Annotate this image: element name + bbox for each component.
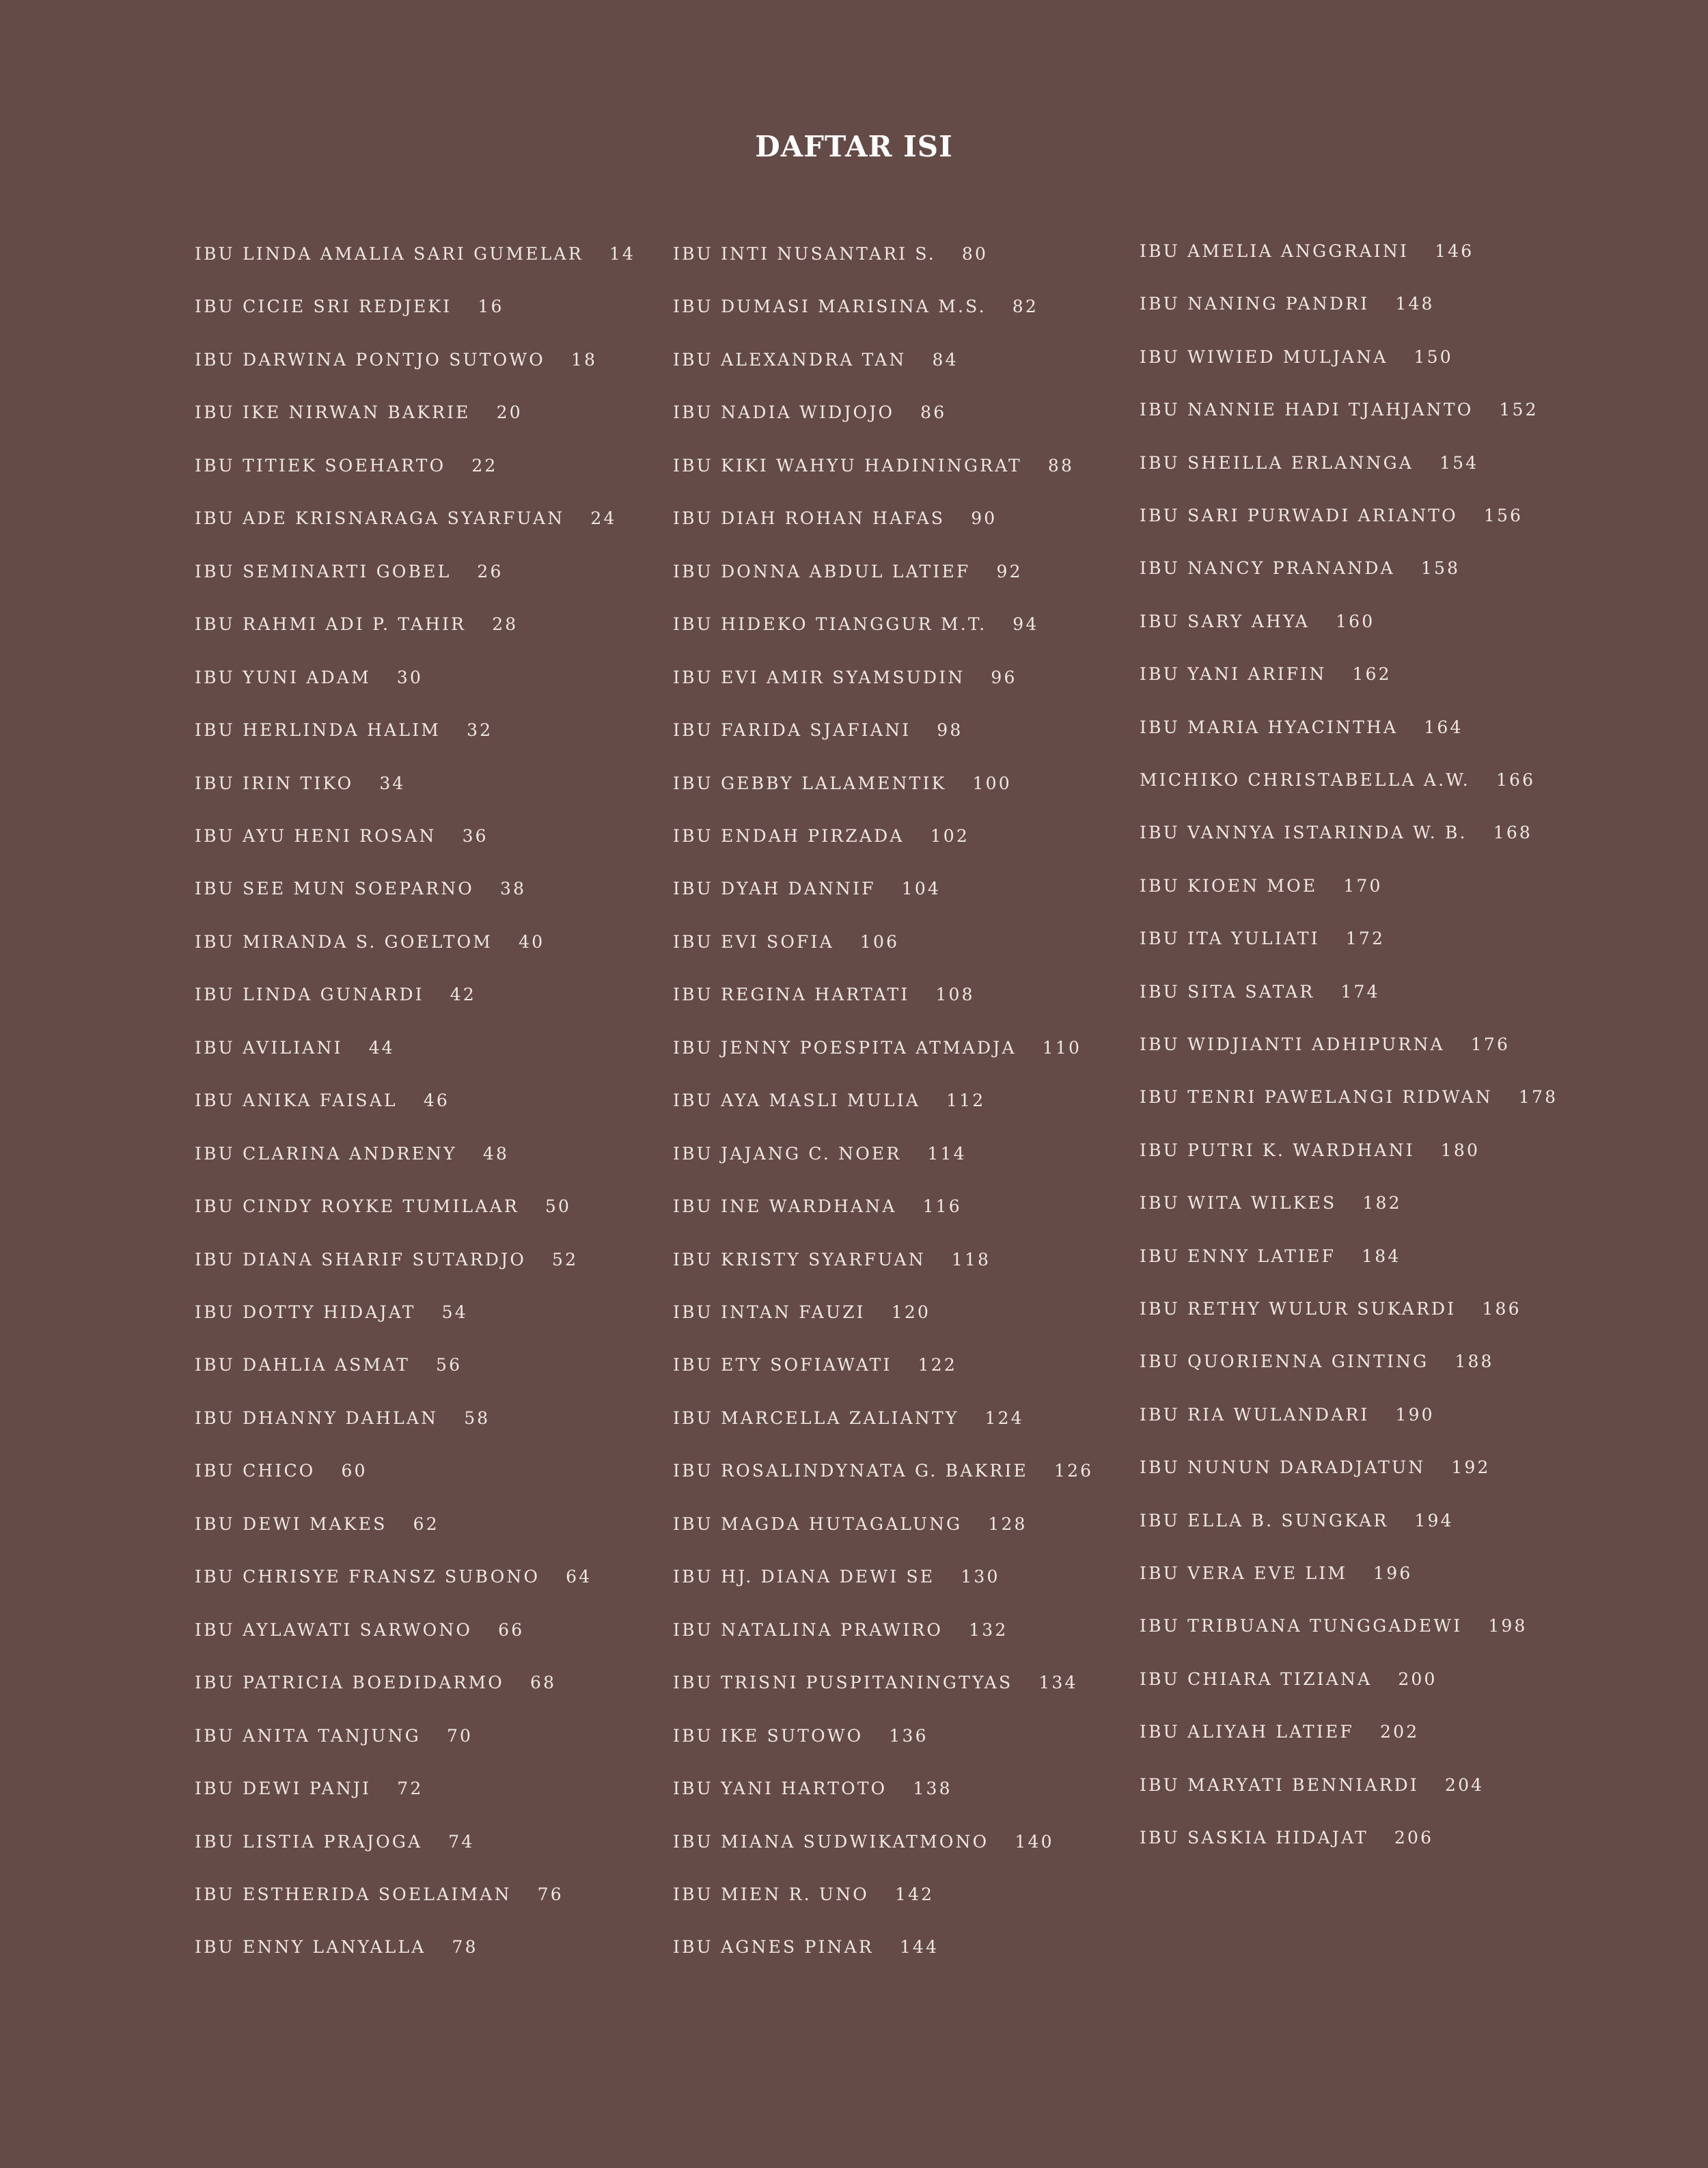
toc-entry-name: IBU YANI ARIFIN bbox=[1140, 664, 1327, 684]
toc-entry-name: IBU YANI HARTOTO bbox=[673, 1779, 887, 1798]
toc-entry[interactable] bbox=[673, 611, 1038, 638]
toc-entry-page-number: 118 bbox=[951, 1250, 991, 1270]
toc-entry[interactable] bbox=[195, 1299, 468, 1326]
toc-entry-name: IBU SARI PURWADI ARIANTO bbox=[1140, 506, 1458, 525]
toc-entry[interactable] bbox=[673, 1034, 1082, 1062]
toc-entry[interactable] bbox=[673, 770, 1012, 797]
toc-entry-page-number: 122 bbox=[918, 1355, 957, 1375]
toc-entry-page-number: 140 bbox=[1015, 1832, 1054, 1852]
toc-entry-name: IBU VERA EVE LIM bbox=[1140, 1563, 1348, 1583]
page-title: DAFTAR ISI bbox=[755, 130, 953, 163]
toc-entry-page-number: 86 bbox=[920, 402, 947, 422]
toc-entry[interactable] bbox=[673, 346, 959, 374]
toc-entry-page-number: 132 bbox=[969, 1620, 1008, 1640]
toc-entry-page-number: 68 bbox=[529, 1673, 557, 1692]
toc-entry-name: IBU ALEXANDRA TAN bbox=[673, 350, 907, 370]
toc-entry[interactable] bbox=[673, 1617, 1008, 1644]
toc-entry[interactable] bbox=[1140, 555, 1460, 582]
toc-entry-name: IBU GEBBY LALAMENTIK bbox=[673, 773, 947, 793]
toc-entry[interactable] bbox=[673, 558, 1023, 586]
toc-entry[interactable] bbox=[195, 875, 526, 903]
toc-entry-name: IBU WITA WILKES bbox=[1140, 1193, 1337, 1213]
toc-entry[interactable] bbox=[1140, 608, 1375, 635]
toc-entry-name: IBU KRISTY SYARFUAN bbox=[673, 1250, 926, 1270]
toc-entry[interactable] bbox=[1140, 1084, 1558, 1111]
toc-entry[interactable] bbox=[673, 1140, 967, 1168]
toc-entry[interactable] bbox=[1140, 344, 1453, 371]
toc-entry[interactable] bbox=[195, 1828, 474, 1856]
toc-entry-name: IBU MIEN R. UNO bbox=[673, 1884, 869, 1904]
toc-entry[interactable] bbox=[195, 293, 504, 320]
toc-entry-page-number: 172 bbox=[1345, 929, 1386, 948]
toc-entry-page-number: 188 bbox=[1455, 1351, 1494, 1371]
toc-entry[interactable] bbox=[195, 1934, 478, 1961]
toc-entry[interactable] bbox=[673, 1246, 991, 1274]
toc-entry-name: IBU LINDA AMALIA SARI GUMELAR bbox=[195, 244, 583, 264]
toc-entry[interactable] bbox=[195, 1405, 490, 1432]
toc-entry[interactable] bbox=[673, 241, 988, 268]
toc-entry-page-number: 112 bbox=[946, 1090, 986, 1110]
toc-entry-name: IBU DHANNY DAHLAN bbox=[195, 1408, 439, 1428]
toc-entry[interactable] bbox=[1140, 1613, 1528, 1640]
toc-entry[interactable] bbox=[1140, 978, 1380, 1006]
toc-entry-name: IBU WIDJIANTI ADHIPURNA bbox=[1140, 1034, 1445, 1054]
toc-entry-name: IBU AYU HENI ROSAN bbox=[195, 826, 437, 846]
toc-entry-page-number: 178 bbox=[1518, 1087, 1558, 1107]
toc-entry[interactable] bbox=[1140, 1718, 1419, 1746]
toc-entry[interactable] bbox=[1140, 1190, 1402, 1217]
toc-entry[interactable] bbox=[1140, 1243, 1401, 1270]
toc-entry-name: IBU CHIARA TIZIANA bbox=[1140, 1669, 1373, 1689]
toc-entry[interactable] bbox=[673, 1881, 934, 1908]
toc-entry-name: IBU SASKIA HIDAJAT bbox=[1140, 1828, 1368, 1848]
toc-entry-name: IBU DUMASI MARISINA M.S. bbox=[673, 297, 987, 316]
toc-entry-name: IBU EVI SOFIA bbox=[673, 932, 834, 952]
toc-entry[interactable] bbox=[673, 1299, 931, 1326]
toc-entry-name: IBU AYLAWATI SARWONO bbox=[195, 1620, 473, 1640]
toc-entry-name: IBU ADE KRISNARAGA SYARFUAN bbox=[195, 508, 565, 528]
toc-entry[interactable] bbox=[195, 1881, 564, 1908]
toc-entry-name: IBU ENDAH PIRZADA bbox=[673, 826, 905, 846]
toc-entry-name: IBU ESTHERIDA SOELAIMAN bbox=[195, 1884, 512, 1904]
toc-entry-name: IBU CLARINA ANDRENY bbox=[195, 1144, 457, 1164]
toc-entry-page-number: 166 bbox=[1496, 770, 1536, 790]
toc-entry[interactable] bbox=[195, 1723, 473, 1750]
toc-entry-page-number: 148 bbox=[1395, 294, 1435, 314]
toc-entry-page-number: 46 bbox=[423, 1090, 450, 1110]
toc-entry-name: IBU NUNUN DARADJATUN bbox=[1140, 1457, 1426, 1477]
toc-entry-page-number: 32 bbox=[467, 720, 493, 740]
toc-entry-page-number: 108 bbox=[935, 985, 975, 1004]
toc-entry[interactable] bbox=[673, 664, 1017, 691]
toc-entry-name: IBU AMELIA ANGGRAINI bbox=[1140, 241, 1409, 261]
toc-entry-page-number: 14 bbox=[609, 244, 636, 264]
toc-entry[interactable] bbox=[1140, 1295, 1521, 1323]
toc-entry-page-number: 100 bbox=[972, 773, 1012, 793]
toc-entry[interactable] bbox=[195, 241, 635, 268]
toc-entry[interactable] bbox=[673, 1669, 1078, 1697]
toc-entry-page-number: 194 bbox=[1414, 1511, 1454, 1531]
toc-entry[interactable] bbox=[195, 1351, 462, 1379]
toc-entry-name: IBU AGNES PINAR bbox=[673, 1937, 874, 1957]
toc-entry[interactable] bbox=[195, 981, 476, 1008]
toc-entry-name: IBU ITA YULIATI bbox=[1140, 929, 1320, 948]
toc-entry-name: IBU ENNY LATIEF bbox=[1140, 1246, 1336, 1266]
toc-entry-page-number: 54 bbox=[441, 1302, 468, 1322]
toc-entry-page-number: 34 bbox=[379, 773, 406, 793]
toc-entry[interactable] bbox=[1140, 767, 1535, 794]
toc-entry[interactable] bbox=[673, 1723, 928, 1750]
toc-entry[interactable] bbox=[1140, 661, 1392, 688]
toc-entry-page-number: 40 bbox=[519, 932, 545, 952]
toc-entry-page-number: 156 bbox=[1483, 506, 1524, 525]
toc-entry-page-number: 160 bbox=[1336, 612, 1375, 631]
toc-entry-page-number: 110 bbox=[1042, 1038, 1082, 1058]
toc-entry[interactable] bbox=[195, 1669, 556, 1697]
toc-entry-name: IBU SARY AHYA bbox=[1140, 612, 1310, 631]
toc-entry-page-number: 198 bbox=[1488, 1616, 1528, 1636]
toc-entry-page-number: 64 bbox=[566, 1567, 592, 1587]
toc-entry-name: IBU SEMINARTI GOBEL bbox=[195, 562, 452, 581]
toc-entry[interactable] bbox=[195, 1617, 524, 1644]
toc-entry-page-number: 202 bbox=[1380, 1722, 1420, 1742]
toc-entry-page-number: 82 bbox=[1012, 297, 1038, 316]
toc-entry-name: IBU ETY SOFIAWATI bbox=[673, 1355, 892, 1375]
toc-entry-name: IBU LINDA GUNARDI bbox=[195, 985, 424, 1004]
toc-entry-name: IBU EVI AMIR SYAMSUDIN bbox=[673, 668, 965, 687]
toc-entry-name: IBU CHRISYE FRANSZ SUBONO bbox=[195, 1567, 540, 1587]
toc-entry-page-number: 36 bbox=[462, 826, 488, 846]
toc-entry-page-number: 60 bbox=[341, 1461, 368, 1481]
toc-entry-name: IBU DOTTY HIDAJAT bbox=[195, 1302, 416, 1322]
toc-entry-page-number: 192 bbox=[1451, 1457, 1491, 1477]
toc-entry[interactable] bbox=[195, 611, 518, 638]
toc-entry-name: IBU RIA WULANDARI bbox=[1140, 1405, 1370, 1425]
toc-entry-page-number: 88 bbox=[1047, 456, 1075, 476]
toc-entry[interactable] bbox=[673, 981, 975, 1008]
toc-entry-page-number: 24 bbox=[590, 508, 617, 528]
toc-entry-page-number: 28 bbox=[492, 614, 519, 634]
toc-entry-name: IBU TENRI PAWELANGI RIDWAN bbox=[1140, 1087, 1493, 1107]
toc-entry[interactable] bbox=[195, 1246, 578, 1274]
toc-entry-page-number: 138 bbox=[913, 1779, 952, 1798]
toc-entry-name: IBU DEWI MAKES bbox=[195, 1514, 387, 1534]
toc-entry[interactable] bbox=[673, 293, 1038, 320]
toc-entry-name: IBU TRIBUANA TUNGGADEWI bbox=[1140, 1616, 1463, 1636]
toc-entry-page-number: 174 bbox=[1340, 982, 1380, 1002]
toc-entry-name: IBU RAHMI ADI P. TAHIR bbox=[195, 614, 467, 634]
toc-entry-page-number: 144 bbox=[899, 1937, 939, 1957]
toc-entry-page-number: 170 bbox=[1343, 876, 1383, 896]
toc-entry-name: IBU ELLA B. SUNGKAR bbox=[1140, 1511, 1389, 1531]
toc-entry-name: IBU MIRANDA S. GOELTOM bbox=[195, 932, 493, 952]
toc-entry-name: IBU DIAH ROHAN HAFAS bbox=[673, 508, 946, 528]
toc-entry-name: IBU INTAN FAUZI bbox=[673, 1302, 866, 1322]
toc-entry-page-number: 92 bbox=[996, 562, 1023, 581]
toc-entry[interactable] bbox=[1140, 1666, 1437, 1693]
toc-entry[interactable] bbox=[195, 1087, 450, 1114]
toc-entry[interactable] bbox=[673, 1087, 985, 1114]
toc-entry-name: IBU JENNY POESPITA ATMADJA bbox=[673, 1038, 1017, 1058]
toc-entry-page-number: 102 bbox=[930, 826, 970, 846]
toc-entry-page-number: 38 bbox=[499, 879, 527, 898]
toc-entry[interactable] bbox=[1140, 1348, 1494, 1375]
toc-entry-name: IBU ANIKA FAISAL bbox=[195, 1090, 398, 1110]
toc-entry[interactable] bbox=[195, 346, 597, 374]
toc-entry-name: IBU NANING PANDRI bbox=[1140, 294, 1370, 314]
toc-entry-name: IBU DARWINA PONTJO SUTOWO bbox=[195, 350, 545, 370]
toc-entry-page-number: 130 bbox=[961, 1567, 1000, 1587]
toc-entry-page-number: 20 bbox=[496, 402, 523, 422]
toc-entry[interactable] bbox=[673, 1934, 939, 1961]
toc-entry[interactable] bbox=[673, 452, 1074, 480]
toc-entry[interactable] bbox=[195, 1775, 423, 1802]
toc-entry-name: IBU DEWI PANJI bbox=[195, 1779, 372, 1798]
toc-entry[interactable] bbox=[195, 929, 545, 956]
toc-entry[interactable] bbox=[1140, 714, 1463, 741]
toc-entry-name: IBU DIANA SHARIF SUTARDJO bbox=[195, 1250, 527, 1270]
toc-entry-page-number: 42 bbox=[450, 985, 476, 1004]
toc-entry[interactable] bbox=[195, 399, 523, 426]
toc-entry-page-number: 150 bbox=[1414, 347, 1453, 367]
toc-entry[interactable] bbox=[195, 1034, 395, 1062]
toc-entry-page-number: 76 bbox=[537, 1884, 564, 1904]
toc-entry-page-number: 56 bbox=[435, 1355, 463, 1375]
toc-entry-page-number: 204 bbox=[1444, 1775, 1485, 1795]
toc-entry[interactable] bbox=[195, 1457, 368, 1485]
toc-entry-page-number: 72 bbox=[397, 1779, 424, 1798]
toc-entry-page-number: 16 bbox=[478, 297, 504, 316]
toc-entry[interactable] bbox=[195, 717, 493, 744]
toc-entry-name: IBU MARCELLA ZALIANTY bbox=[673, 1408, 959, 1428]
toc-entry-page-number: 44 bbox=[368, 1038, 395, 1058]
toc-entry-page-number: 48 bbox=[482, 1144, 510, 1164]
toc-entry-name: IBU TITIEK SOEHARTO bbox=[195, 456, 446, 476]
toc-entry[interactable] bbox=[673, 1193, 962, 1220]
toc-entry-page-number: 114 bbox=[927, 1144, 967, 1164]
toc-entry[interactable] bbox=[673, 1563, 1000, 1591]
toc-entry-name: IBU PATRICIA BOEDIDARMO bbox=[195, 1673, 504, 1692]
toc-entry-page-number: 98 bbox=[937, 720, 963, 740]
toc-entry-name: IBU DONNA ABDUL LATIEF bbox=[673, 562, 971, 581]
toc-entry-page-number: 58 bbox=[464, 1408, 491, 1428]
toc-entry-page-number: 152 bbox=[1499, 400, 1539, 420]
toc-entry[interactable] bbox=[195, 1140, 509, 1168]
toc-entry-name: IBU MIANA SUDWIKATMONO bbox=[673, 1832, 989, 1852]
toc-entry-page-number: 126 bbox=[1053, 1461, 1094, 1481]
toc-entry-name: IBU IKE NIRWAN BAKRIE bbox=[195, 402, 471, 422]
toc-entry[interactable] bbox=[673, 1351, 957, 1379]
toc-entry[interactable] bbox=[1140, 1507, 1454, 1535]
toc-entry-page-number: 180 bbox=[1440, 1140, 1480, 1160]
toc-entry[interactable] bbox=[195, 1193, 571, 1220]
toc-entry-name: IBU AVILIANI bbox=[195, 1038, 343, 1058]
toc-entry-page-number: 186 bbox=[1482, 1299, 1521, 1319]
toc-entry-page-number: 184 bbox=[1362, 1246, 1401, 1266]
toc-entry-page-number: 104 bbox=[901, 879, 941, 898]
toc-entry-page-number: 18 bbox=[570, 350, 598, 370]
toc-entry-page-number: 196 bbox=[1373, 1563, 1413, 1583]
toc-entry-name: IBU HIDEKO TIANGGUR M.T. bbox=[673, 614, 987, 634]
toc-entry[interactable] bbox=[673, 505, 997, 532]
toc-entry[interactable] bbox=[673, 929, 899, 956]
toc-entry-name: IBU DAHLIA ASMAT bbox=[195, 1355, 410, 1375]
toc-entry-name: IBU INTI NUSANTARI S. bbox=[673, 244, 936, 264]
toc-entry-page-number: 168 bbox=[1493, 823, 1533, 842]
toc-entry[interactable] bbox=[195, 1563, 592, 1591]
toc-entry-name: IBU TRISNI PUSPITANINGTYAS bbox=[673, 1673, 1013, 1692]
toc-entry-page-number: 182 bbox=[1362, 1193, 1402, 1213]
toc-entry-page-number: 94 bbox=[1013, 614, 1039, 634]
toc-entry[interactable] bbox=[1140, 450, 1478, 477]
toc-entry-page-number: 50 bbox=[545, 1196, 572, 1216]
toc-entry-name: IBU RETHY WULUR SUKARDI bbox=[1140, 1299, 1457, 1319]
toc-entry-page-number: 90 bbox=[971, 508, 997, 528]
toc-entry[interactable] bbox=[195, 1511, 439, 1538]
toc-entry[interactable] bbox=[673, 1775, 952, 1802]
toc-entry-page-number: 106 bbox=[859, 932, 900, 952]
toc-entry-name: IBU NANNIE HADI TJAHJANTO bbox=[1140, 400, 1474, 420]
toc-entry[interactable] bbox=[1140, 873, 1383, 900]
toc-entry[interactable] bbox=[1140, 1137, 1480, 1164]
toc-entry[interactable] bbox=[195, 770, 406, 797]
toc-entry[interactable] bbox=[195, 823, 488, 850]
toc-entry[interactable] bbox=[1140, 290, 1435, 318]
toc-entry-page-number: 200 bbox=[1398, 1669, 1437, 1689]
toc-entry-page-number: 22 bbox=[471, 456, 498, 476]
toc-entry[interactable] bbox=[673, 1511, 1028, 1538]
toc-entry-page-number: 80 bbox=[961, 244, 989, 264]
toc-entry-page-number: 66 bbox=[498, 1620, 525, 1640]
toc-entry[interactable] bbox=[673, 399, 946, 426]
toc-entry[interactable] bbox=[1140, 925, 1385, 952]
toc-entry-page-number: 142 bbox=[894, 1884, 935, 1904]
toc-entry[interactable] bbox=[1140, 1454, 1491, 1481]
toc-entry[interactable] bbox=[673, 1828, 1054, 1856]
toc-entry-name: MICHIKO CHRISTABELLA A.W. bbox=[1140, 770, 1470, 790]
toc-entry-name: IBU VANNYA ISTARINDA W. B. bbox=[1140, 823, 1468, 842]
toc-entry-name: IBU SEE MUN SOEPARNO bbox=[195, 879, 474, 898]
toc-entry[interactable] bbox=[1140, 502, 1523, 530]
toc-entry-name: IBU YUNI ADAM bbox=[195, 668, 371, 687]
toc-entry-name: IBU CINDY ROYKE TUMILAAR bbox=[195, 1196, 519, 1216]
toc-entry-name: IBU CICIE SRI REDJEKI bbox=[195, 297, 452, 316]
toc-entry-name: IBU JAJANG C. NOER bbox=[673, 1144, 902, 1164]
toc-entry-name: IBU KIOEN MOE bbox=[1140, 876, 1318, 896]
toc-entry-name: IBU ENNY LANYALLA bbox=[195, 1937, 426, 1957]
toc-entry[interactable] bbox=[673, 875, 941, 903]
toc-entry-name: IBU WIWIED MULJANA bbox=[1140, 347, 1388, 367]
toc-entry[interactable] bbox=[1140, 1560, 1413, 1587]
toc-entry[interactable] bbox=[1140, 1824, 1433, 1852]
toc-entry-name: IBU INE WARDHANA bbox=[673, 1196, 897, 1216]
toc-entry-page-number: 30 bbox=[396, 668, 424, 687]
toc-entry-page-number: 136 bbox=[889, 1726, 928, 1746]
toc-entry-name: IBU REGINA HARTATI bbox=[673, 985, 910, 1004]
toc-entry-name: IBU ALIYAH LATIEF bbox=[1140, 1722, 1354, 1742]
toc-entry-page-number: 70 bbox=[446, 1726, 473, 1746]
toc-entry-page-number: 116 bbox=[922, 1196, 962, 1216]
toc-entry-name: IBU AYA MASLI MULIA bbox=[673, 1090, 921, 1110]
toc-entry[interactable] bbox=[673, 1457, 1093, 1485]
toc-entry[interactable] bbox=[673, 717, 963, 744]
toc-entry-name: IBU ROSALINDYNATA G. BAKRIE bbox=[673, 1461, 1028, 1481]
toc-entry-name: IBU NATALINA PRAWIRO bbox=[673, 1620, 943, 1640]
toc-entry-page-number: 176 bbox=[1470, 1034, 1511, 1054]
toc-entry-page-number: 52 bbox=[552, 1250, 579, 1270]
toc-entry[interactable] bbox=[1140, 238, 1474, 265]
toc-entry[interactable] bbox=[1140, 396, 1539, 424]
toc-entry-page-number: 26 bbox=[477, 562, 504, 581]
toc-entry-name: IBU HJ. DIANA DEWI SE bbox=[673, 1567, 935, 1587]
toc-entry-name: IBU KIKI WAHYU HADININGRAT bbox=[673, 456, 1022, 476]
toc-entry-page-number: 164 bbox=[1424, 717, 1463, 737]
toc-entry-page-number: 158 bbox=[1420, 558, 1461, 578]
toc-entry-page-number: 84 bbox=[932, 350, 959, 370]
toc-entry-page-number: 74 bbox=[448, 1832, 475, 1852]
toc-entry[interactable] bbox=[1140, 1401, 1435, 1429]
toc-entry-name: IBU QUORIENNA GINTING bbox=[1140, 1351, 1429, 1371]
toc-entry-name: IBU ANITA TANJUNG bbox=[195, 1726, 421, 1746]
toc-entry[interactable] bbox=[1140, 819, 1532, 847]
toc-entry[interactable] bbox=[673, 1405, 1024, 1432]
toc-entry-name: IBU HERLINDA HALIM bbox=[195, 720, 441, 740]
toc-entry[interactable] bbox=[195, 452, 498, 480]
toc-entry-page-number: 62 bbox=[413, 1514, 439, 1534]
toc-entry-name: IBU MARIA HYACINTHA bbox=[1140, 717, 1399, 737]
toc-entry-page-number: 78 bbox=[452, 1937, 478, 1957]
toc-entry-name: IBU PUTRI K. WARDHANI bbox=[1140, 1140, 1415, 1160]
toc-entry-name: IBU LISTIA PRAJOGA bbox=[195, 1832, 423, 1852]
toc-entry-page-number: 162 bbox=[1352, 664, 1392, 684]
toc-entry-page-number: 120 bbox=[891, 1302, 931, 1322]
toc-entry[interactable] bbox=[195, 558, 504, 586]
toc-entry-name: IBU DYAH DANNIF bbox=[673, 879, 876, 898]
toc-entry-page-number: 128 bbox=[988, 1514, 1028, 1534]
toc-entry[interactable] bbox=[1140, 1031, 1510, 1058]
toc-entry[interactable] bbox=[1140, 1772, 1484, 1799]
toc-entry-page-number: 96 bbox=[991, 668, 1017, 687]
toc-entry-name: IBU MARYATI BENNIARDI bbox=[1140, 1775, 1419, 1795]
toc-entry-page-number: 124 bbox=[984, 1408, 1024, 1428]
toc-entry-name: IBU SITA SATAR bbox=[1140, 982, 1315, 1002]
toc-entry-page-number: 146 bbox=[1435, 241, 1474, 261]
toc-entry-page-number: 190 bbox=[1395, 1405, 1435, 1425]
toc-entry-name: IBU FARIDA SJAFIANI bbox=[673, 720, 911, 740]
toc-entry-page-number: 154 bbox=[1440, 453, 1479, 473]
toc-entry-name: IBU SHEILLA ERLANNGA bbox=[1140, 453, 1414, 473]
toc-entry-name: IBU NADIA WIDJOJO bbox=[673, 402, 895, 422]
toc-entry[interactable] bbox=[195, 664, 423, 691]
toc-entry-name: IBU CHICO bbox=[195, 1461, 316, 1481]
toc-entry-name: IBU MAGDA HUTAGALUNG bbox=[673, 1514, 963, 1534]
toc-entry-name: IBU NANCY PRANANDA bbox=[1140, 558, 1395, 578]
toc-entry-name: IBU IKE SUTOWO bbox=[673, 1726, 864, 1746]
toc-entry[interactable] bbox=[195, 505, 617, 532]
toc-entry[interactable] bbox=[673, 823, 969, 850]
toc-entry-page-number: 134 bbox=[1038, 1673, 1078, 1692]
toc-entry-page-number: 206 bbox=[1394, 1828, 1434, 1848]
toc-entry-name: IBU IRIN TIKO bbox=[195, 773, 354, 793]
